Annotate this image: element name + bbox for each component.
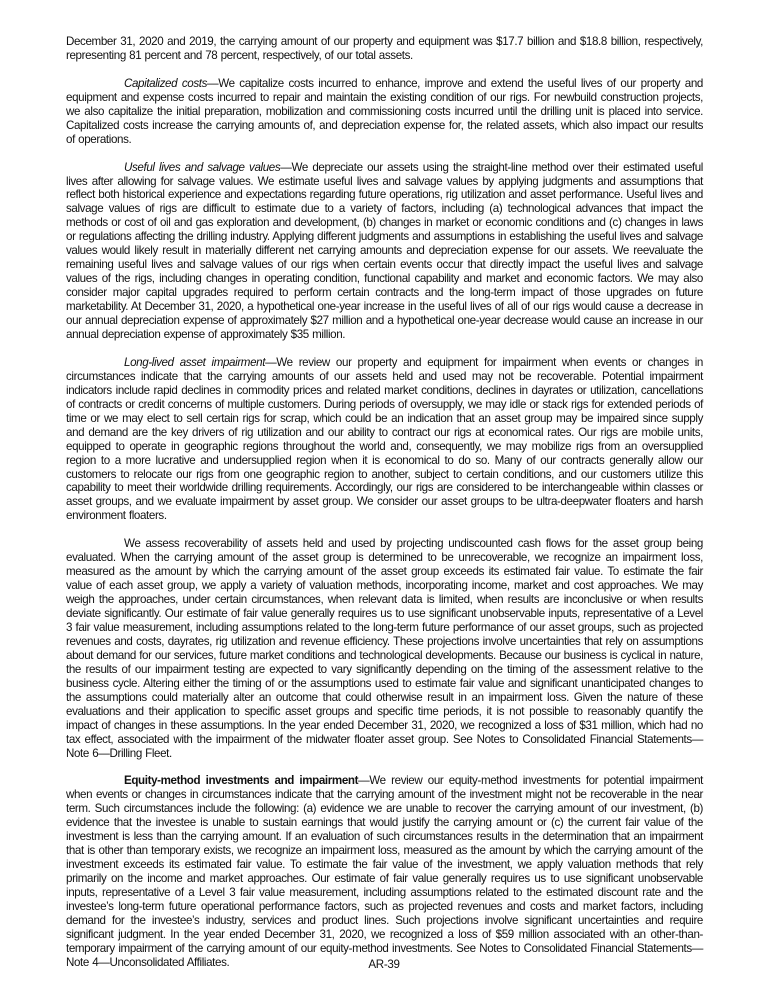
paragraph-capitalized-costs bbox=[66, 77, 703, 147]
paragraph-long-lived-asset-impairment bbox=[66, 356, 703, 523]
paragraph-heading: Equity-method investments and impairment bbox=[124, 774, 359, 788]
paragraph-text: —We depreciate our assets using the straight-line method over their estimated useful lives after allowing for salvage values. We estimate useful lives and salvage values by applying judgments and assumptions that reflect both historical experience and expectations regarding future operations, rig utilization and asset performance. Useful lives and salvage values of rigs are difficult to estimate due to a variety of factors, including (a) technological advances that impact the methods or cost of oil and gas exploration and development, (b) changes in market or economic conditions and (c) changes in laws or regulations affecting the drilling industry. Applying different judgments and assumptions in establishing the useful lives and salvage values would likely result in materially different net carrying amounts and depreciation expense for our assets. We reevaluate the remaining useful lives and salvage values of our rigs when certain events occur that directly impact the useful lives and salvage values of the rigs, including changes in operating condition, functional capability and market and economic factors. We may also consider major capital upgrades required to perform certain contracts and the long-term impact of those upgrades on future marketability. At December 31, 2020, a hypothetical one-year increase in the useful lives of all of our rigs would cause a decrease in our annual depreciation expense of approximately $27 million and a hypothetical one-year decrease would cause an increase in our annual depreciation expense of approximately $35 million. bbox=[66, 160, 703, 341]
paragraph-text: —We capitalize costs incurred to enhance, improve and extend the useful lives of our property and equipment and expense costs incurred to repair and maintain the existing condition of our rigs. For newbuild construction projects, we also capitalize the initial preparation, mobilization and commissioning costs incurred until the drilling unit is placed into service. Capitalized costs increase the carrying amounts of, and depreciation expense for, the related assets, which also impact our results of operations. bbox=[66, 76, 703, 146]
paragraph-continuation bbox=[66, 35, 703, 63]
paragraph-recoverability bbox=[66, 537, 703, 760]
paragraph-heading: Capitalized costs bbox=[124, 76, 207, 90]
paragraph-heading: Useful lives and salvage values bbox=[124, 160, 281, 174]
document-body bbox=[66, 35, 703, 984]
page-number: AR-39 bbox=[368, 958, 400, 971]
paragraph-equity-method bbox=[66, 774, 703, 969]
paragraph-heading: Long-lived asset impairment bbox=[124, 355, 266, 369]
paragraph-text: —We review our equity-method investments for potential impairment when events or changes in circumstances indicate that the carrying amount of the investment might not be recoverable in the near term. Such circumstances include the following: (a) evidence we are unable to recover the carrying amount of our investment, (b) evidence that the investee is unable to sustain earnings that would justify the carrying amount or (c) the current fair value of the investment is less than the carrying amount. If an evaluation of such circumstances results in the determination that an impairment that is other than temporary exists, we recognize an impairment loss, measured as the amount by which the carrying amount of the investment exceeds its estimated fair value. To estimate the fair value of the investment, we apply valuation methods that rely primarily on the income and market approaches. Our estimate of fair value generally requires us to use significant unobservable inputs, representative of a Level 3 fair value measurement, including assumptions related to the estimated discount rate and the investee’s long-term future operational performance factors, such as projected revenues and costs and market factors, including demand for the investee’s industry, services and product lines. Such projections involve significant uncertainties and require significant judgment. In the year ended December 31, 2020, we recognized a loss of $59 million associated with an other-than-temporary impairment of the carrying amount of our equity-method investments. See Notes to Consolidated Financial Statements—Note 4—Unconsolidated Affiliates. bbox=[66, 774, 703, 969]
paragraph-text: —We review our property and equipment for impairment when events or changes in circumstances indicate that the carrying amounts of our assets held and used may not be recoverable. Potential impairment indicators include rapid declines in commodity prices and related market conditions, declines in dayrates or utilization, cancellations of contracts or credit concerns of multiple customers. During periods of oversupply, we may idle or stack rigs for extended periods of time or we may elect to sell certain rigs for scrap, which could be an indication that an asset group may be impaired since supply and demand are the key drivers of rig utilization and our ability to contract our rigs at economical rates. Our rigs are mobile units, equipped to operate in geographic regions throughout the world and, consequently, we may mobilize rigs from an oversupplied region to a more lucrative and undersupplied region when it is economical to do so. Many of our contracts generally allow our customers to relocate our rigs from one geographic region to another, subject to certain conditions, and our customers utilize this capability to meet their worldwide drilling requirements. Accordingly, our rigs are considered to be interchangeable within classes or asset groups, and we evaluate impairment by asset group. We consider our asset groups to be ultra-deepwater floaters and harsh environment floaters. bbox=[66, 355, 703, 523]
paragraph-text: December 31, 2020 and 2019, the carrying amount of our property and equipment was $17.7 billion and $18.8 billion, respectively, representing 81 percent and 78 percent, respectively, of our total assets. bbox=[66, 35, 703, 62]
paragraph-text: We assess recoverability of assets held and used by projecting undiscounted cash flows for the asset group being evaluated. When the carrying amount of the asset group is determined to be unrecoverable, we recognize an impairment loss, measured as the amount by which the carrying amount of the asset group exceeds its estimated fair value. To estimate the fair value of each asset group, we apply a variety of valuation methods, incorporating income, market and cost approaches. We may weigh the approaches, under certain circumstances, when relevant data is limited, when results are inconclusive or when results deviate significantly. Our estimate of fair value generally requires us to use significant unobservable inputs, representative of a Level 3 fair value measurement, including assumptions related to the long-term future performance of our asset groups, such as projected revenues and costs, dayrates, rig utilization and revenue efficiency. These projections involve uncertainties that rely on assumptions about demand for our services, future market conditions and technological developments. Because our business is cyclical in nature, the results of our impairment testing are expected to vary significantly depending on the timing of the assessment relative to the business cycle. Altering either the timing of or the assumptions used to estimate fair value and significant unanticipated changes to the assumptions could materially alter an outcome that could otherwise result in an impairment loss. Given the nature of these evaluations and their application to specific asset groups and specific time periods, it is not possible to reasonably quantify the impact of changes in these assumptions. In the year ended December 31, 2020, we recognized a loss of $31 million, which had no tax effect, associated with the impairment of the midwater floater asset group. See Notes to Consolidated Financial Statements—Note 6—Drilling Fleet. bbox=[66, 537, 703, 760]
paragraph-useful-lives bbox=[66, 161, 703, 342]
